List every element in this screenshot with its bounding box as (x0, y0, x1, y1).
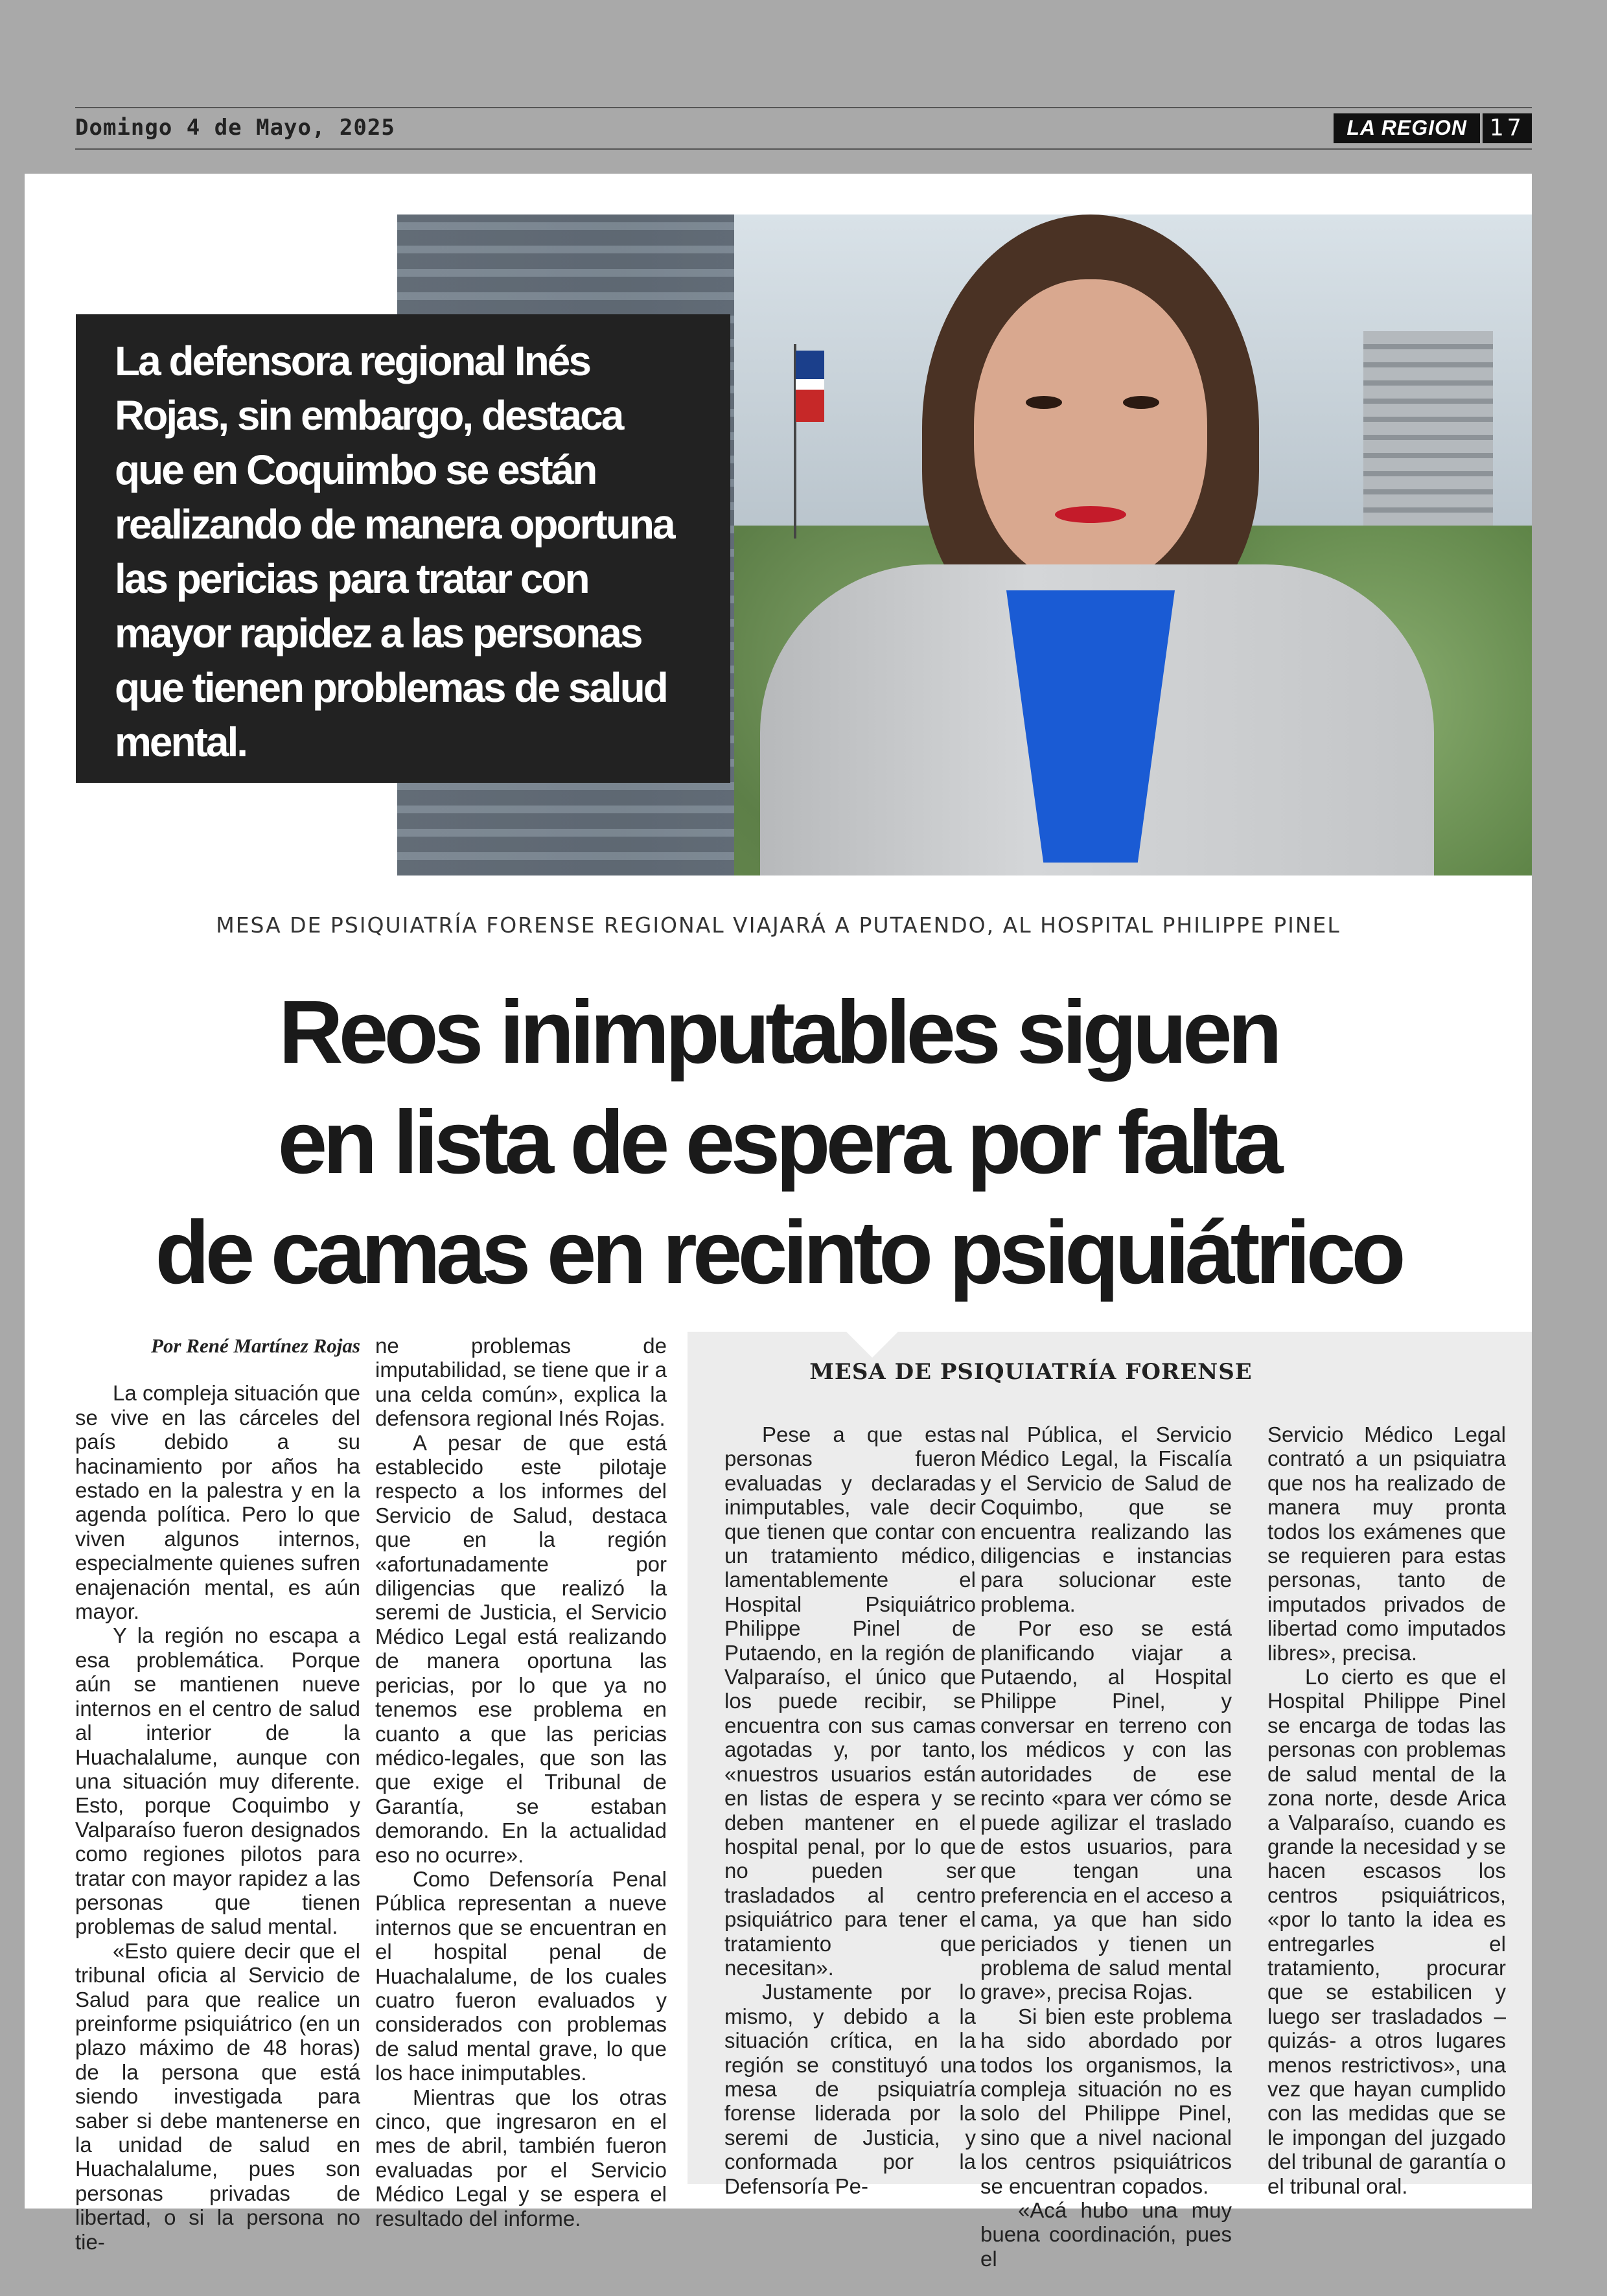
article-headline (25, 977, 1532, 1308)
paragraph: Si bien este problema ha sido abordado por todos los organismos, la compleja situación no es solo del Philippe Pinel, sino que a nivel nacional los centros psiquiátricos se encuentran copados. (980, 2004, 1232, 2198)
page-header (75, 107, 1532, 150)
sidebar-column-1 (724, 1422, 976, 2198)
paragraph: ne problemas de imputabilidad, se tiene que ir a una celda común», explica la defensora regional Inés Rojas. (375, 1334, 667, 1431)
portrait-subject (760, 215, 1434, 875)
headline-line-3: de camas en recinto psiquiátrico (155, 1203, 1402, 1303)
paragraph: A pesar de que está establecido este pilotaje respecto a los informes del Servicio de Salud, destaca que en la región «afortunadamente por diligencias que realizó la seremi de Justicia, el Servicio Médico Legal está realizando de manera oportuna las pericias, por lo que ya no tenemos ese problema en cuanto a que las pericias médico-legales, que son las que exige el Tribunal de Garantía, se estaban demorando. En la actualidad eso no ocurre». (375, 1430, 667, 1867)
paragraph: Por eso se está planificando viajar a Putaendo, al Hospital Philippe Pinel, y conversar en terreno con los médicos y con las autoridades de ese recinto «para ver cómo se puede agilizar el traslado de estos usuarios, para que tengan una preferencia en el acceso a cama, ya que han sido periciados y tienen un problema de salud mental grave», precisa Rojas. (980, 1616, 1232, 2004)
headline-line-2: en lista de espera por falta (277, 1093, 1279, 1192)
sidebar-column-3 (1267, 1422, 1506, 2198)
paragraph: nal Pública, el Servicio Médico Legal, la Fiscalía y el Servicio de Salud de Coquimbo, que se encuentra realizando las diligencias e instancias para solucionar este problema. (980, 1422, 1232, 1616)
sidebar-title: MESA DE PSIQUIATRÍA FORENSE (809, 1359, 1253, 1385)
byline: Por René Martínez Rojas (151, 1334, 360, 1357)
issue-date: Domingo 4 de Mayo, 2025 (75, 115, 395, 141)
paragraph: «Acá hubo una muy buena coordinación, pues el (980, 2198, 1232, 2271)
paragraph: Como Defensoría Penal Pública representan a nueve internos que se encuentran en el hospital penal de Huachalalume, de los cuales cuatro fueron evaluados y considerados con problemas de salud mental grave, lo que los hace inimputables. (375, 1866, 667, 2085)
paragraph: Lo cierto es que el Hospital Philippe Pinel se encarga de todas las personas con problemas de salud mental de la zona norte, desde Arica a Valparaíso, cuando es grande la necesidad y se hacen escasos los centros psiquiátricos, «por lo tanto la idea es entregarles el tratamiento, procurar que se estabilicen y luego ser trasladados –quizás- a otros lugares menos restrictivos», una vez que hayan cumplido con las medidas que se le impongan del juzgado del tribunal de garantía o el tribunal oral. (1267, 1665, 1506, 2198)
paragraph: Mientras que los otras cinco, que ingresaron en el mes de abril, también fueron evaluadas por el Servicio Médico Legal y se espera el resultado del informe. (375, 2085, 667, 2231)
paragraph: Justamente por lo mismo, y debido a la situación crítica, en la región se constituyó una mesa de psiquiatría forense liderada por la seremi de Justicia, y conformada por la Defensoría Pe- (724, 1980, 976, 2198)
sidebar-notch (846, 1332, 898, 1358)
body-column-2 (375, 1334, 667, 2231)
page-number: 17 (1483, 113, 1532, 143)
paragraph: Servicio Médico Legal contrató a un psiquiatra que nos ha realizado de manera muy pronta todos los exámenes que se requieren para estas personas, tanto de imputados privados de libertad como imputados libres», precisa. (1267, 1422, 1506, 1665)
newspaper-brand: LA REGION (1334, 113, 1480, 143)
headline-line-1: Reos inimputables siguen (279, 982, 1278, 1082)
paragraph: Pese a que estas personas fueron evaluadas y declaradas inimputables, vale decir que tienen que contar con un tratamiento médico, lamentablemente el Hospital Psiquiátrico Philippe Pinel de Putaendo, en la región de Valparaíso, el único que los puede recibir, se encuentra con sus camas agotadas y, por tanto, «nuestros usuarios están en listas de espera y se deben mantener en el hospital penal, por lo que no pueden ser trasladados al centro psiquiátrico para tener el tratamiento que necesitan». (724, 1422, 976, 1980)
paragraph: Y la región no escapa a esa problemática. Porque aún se mantienen nueve internos en el centro de salud al interior de la Huachalalume, aunque con una situación muy diferente. Esto, porque Coquimbo y Valparaíso fueron designados como regiones pilotos para tratar con mayor rapidez a las personas que tienen problemas de salud mental. (75, 1623, 360, 1939)
paragraph: La compleja situación que se vive en las cárceles del país debido a su hacinamiento por años ha estado en la palestra y en la agenda política. Pero lo que viven algunos internos, especialmente quienes sufren enajenación mental, es aún mayor. (75, 1381, 360, 1624)
pull-quote-text: La defensora regional Inés Rojas, sin embargo, destaca que en Coquimbo se están realizando de manera oportuna las pericias para tratar con mayor rapidez a las personas que tienen problemas de salud mental. (115, 338, 674, 765)
sidebar-column-2 (980, 1422, 1232, 2271)
body-column-1 (75, 1334, 360, 2254)
article-page (25, 174, 1532, 2271)
paragraph: «Esto quiere decir que el tribunal oficia al Servicio de Salud para que realice un preinforme psiquiátrico (en un plazo máximo de 48 horas) de la persona que está siendo investigada para saber si debe mantenerse en la unidad de salud en Huachalalume, pues son personas privadas de libertad, o si la persona no tie- (75, 1938, 360, 2254)
pull-quote-box (76, 314, 730, 783)
article-kicker: MESA DE PSIQUIATRÍA FORENSE REGIONAL VIAJARÁ A PUTAENDO, AL HOSPITAL PHILIPPE PINEL (216, 912, 1341, 938)
